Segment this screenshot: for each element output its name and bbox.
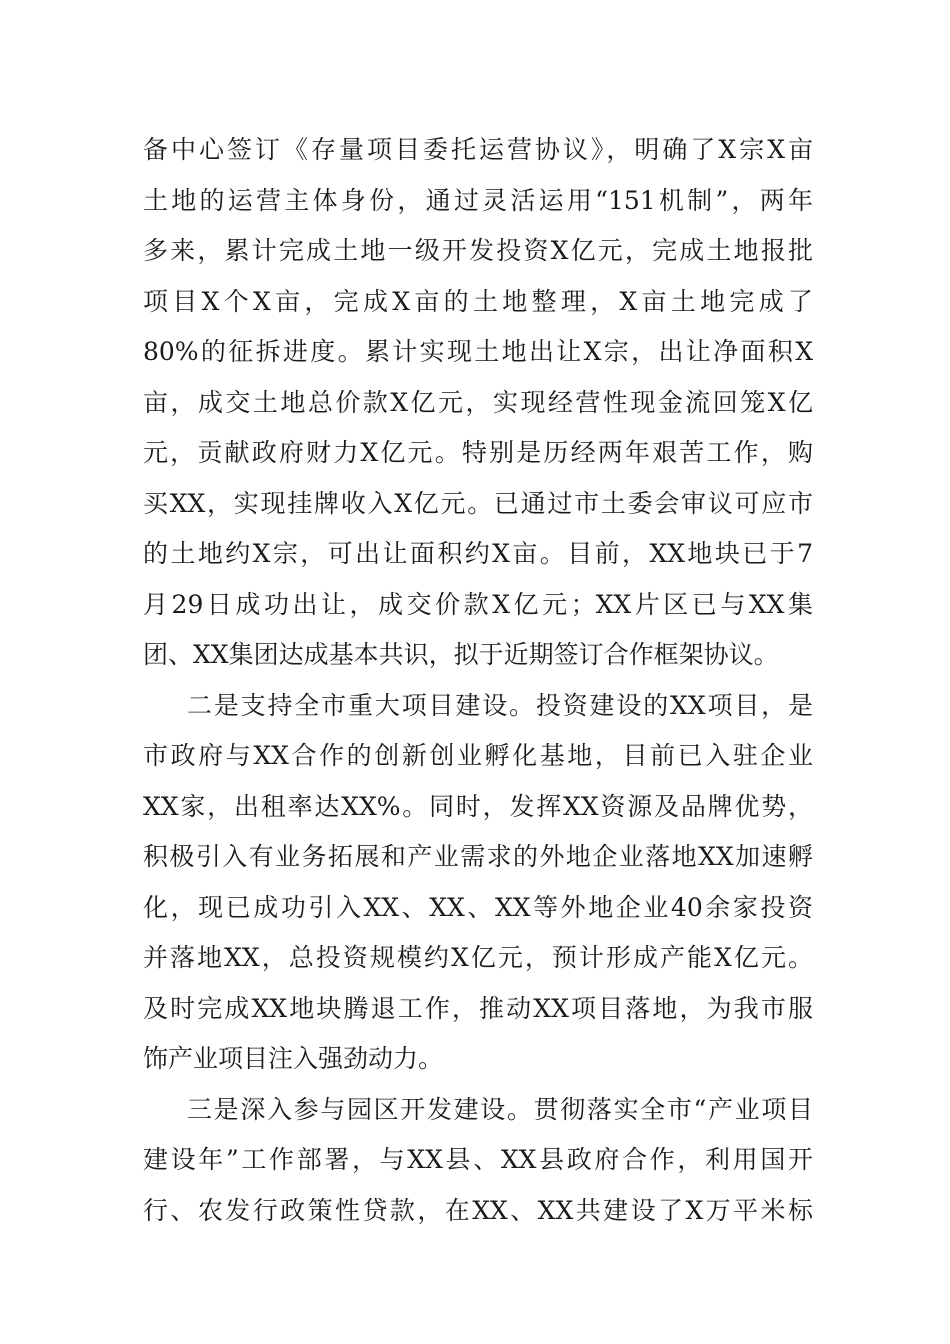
body-line: 80%的征拆进度。累计实现土地出让X宗，出让净面积X bbox=[143, 337, 813, 366]
body-line: 积极引入有业务拓展和产业需求的外地企业落地XX加速孵 bbox=[143, 842, 813, 871]
body-line: 的土地约X宗，可出让面积约X亩。目前，XX地块已于7 bbox=[143, 539, 813, 568]
paragraph-start-line: 三是深入参与园区开发建设。贯彻落实全市“产业项目 bbox=[187, 1094, 813, 1124]
paragraph-start-line: 二是支持全市重大项目建设。投资建设的XX项目，是 bbox=[187, 690, 813, 720]
body-line: 团、XX集团达成基本共识，拟于近期签订合作框架协议。 bbox=[143, 640, 779, 669]
body-line: XX家，出租率达XX%。同时，发挥XX资源及品牌优势， bbox=[143, 791, 813, 821]
body-line: 市政府与XX合作的创新创业孵化基地，目前已入驻企业 bbox=[143, 741, 813, 770]
body-line: 项目X个X亩，完成X亩的土地整理，X亩土地完成了 bbox=[143, 286, 813, 316]
body-line: 化，现已成功引入XX、XX、XX等外地企业40余家投资 bbox=[143, 892, 813, 922]
body-line: 买XX，实现挂牌收入X亿元。已通过市土委会审议可应市 bbox=[143, 488, 813, 518]
body-line: 并落地XX，总投资规模约X亿元，预计形成产能X亿元。 bbox=[143, 943, 813, 972]
body-line: 月29日成功出让，成交价款X亿元；XX片区已与XX集 bbox=[143, 589, 813, 619]
body-line: 行、农发行政策性贷款，在XX、XX共建设了X万平米标 bbox=[143, 1195, 813, 1225]
body-line: 土地的运营主体身份，通过灵活运用“151机制”，两年 bbox=[143, 185, 813, 215]
body-line: 及时完成XX地块腾退工作，推动XX项目落地，为我市服 bbox=[143, 993, 813, 1023]
body-line: 饰产业项目注入强劲动力。 bbox=[143, 1044, 444, 1073]
body-line: 亩，成交土地总价款X亿元，实现经营性现金流回笼X亿 bbox=[143, 387, 813, 417]
body-line: 建设年”工作部署，与XX县、XX县政府合作，利用国开 bbox=[143, 1145, 813, 1174]
document-body bbox=[143, 125, 813, 1236]
body-line: 元，贡献政府财力X亿元。特别是历经两年艰苦工作，购 bbox=[143, 438, 813, 467]
body-line: 多来，累计完成土地一级开发投资X亿元，完成土地报批 bbox=[143, 236, 813, 265]
body-line: 备中心签订《存量项目委托运营协议》，明确了X宗X亩 bbox=[143, 135, 813, 164]
